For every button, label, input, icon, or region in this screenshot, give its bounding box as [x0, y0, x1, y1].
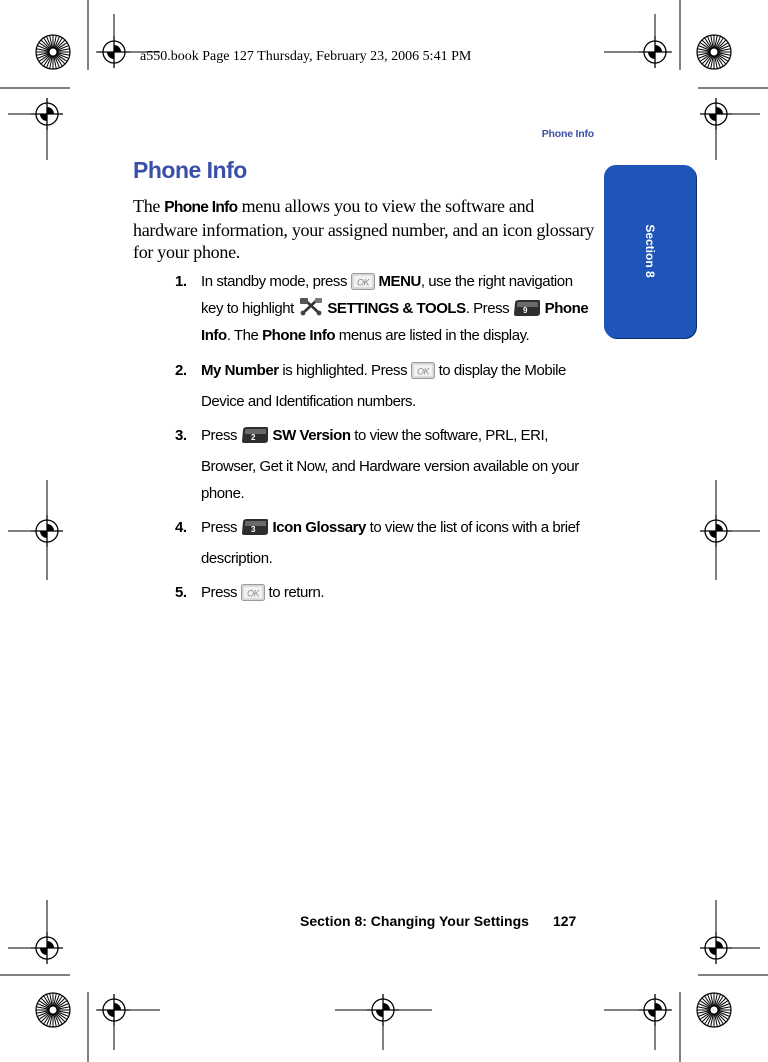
page-title: Phone Info: [133, 157, 247, 183]
step-text: . The: [226, 327, 263, 344]
intro-keyword: Phone Info: [164, 199, 238, 216]
steps-list: [175, 270, 595, 610]
step-text: is highlighted. Press: [278, 362, 411, 379]
key-3-icon: [241, 518, 269, 545]
step-bold: SETTINGS & TOOLS: [327, 300, 466, 317]
intro-pre: The: [133, 196, 165, 216]
step-text: to view the software, PRL, ERI, Browser, Get it Now, and Hardware version available on your phone.: [201, 427, 579, 502]
step-number: 3.: [175, 427, 187, 444]
ok-key-icon: [411, 361, 435, 388]
key-9-icon: [513, 299, 541, 324]
step-text: menus are listed in the display.: [335, 327, 530, 344]
step-bold: MENU: [378, 273, 421, 290]
intro-paragraph: [133, 195, 595, 263]
key-2-icon: [241, 426, 269, 453]
step-number: 5.: [175, 584, 187, 601]
footer-text: Section 8: Changing Your Settings: [300, 913, 529, 929]
tools-icon: [298, 297, 324, 324]
svg-text:2: 2: [250, 433, 255, 442]
step-bold: Icon Glossary: [272, 519, 366, 536]
step-text: In standby mode, press: [201, 273, 351, 290]
section-tab-label: Section 8: [643, 224, 657, 278]
ok-key-icon: [351, 273, 375, 297]
svg-text:OK: OK: [246, 588, 259, 599]
step-2: [175, 357, 595, 415]
print-slug: a550.book Page 127 Thursday, February 23, 2006 5:41 PM: [140, 49, 472, 64]
step-text: , use the right navigation key to highlight: [201, 273, 573, 317]
step-1: [175, 270, 595, 347]
step-text: Press: [201, 427, 241, 444]
svg-text:OK: OK: [416, 366, 429, 377]
step-text: Press: [201, 584, 241, 601]
running-head: Phone Info: [541, 128, 594, 140]
svg-text:OK: OK: [356, 277, 369, 288]
section-tab: [604, 165, 696, 338]
step-bold: Phone Info: [201, 300, 589, 344]
step-text: to return.: [264, 584, 325, 601]
svg-text:3: 3: [250, 525, 255, 534]
step-5: [175, 579, 595, 610]
step-bold: SW Version: [272, 427, 351, 444]
step-number: 2.: [175, 362, 187, 379]
step-number: 4.: [175, 519, 187, 536]
step-text: Press: [201, 519, 241, 536]
step-text: to view the list of icons with a brief description.: [201, 519, 580, 567]
intro-post: menu allows you to view the software and hardware information, your assigned number, and an icon glossary for your phone.: [133, 196, 594, 262]
svg-text:9: 9: [522, 306, 527, 315]
step-text: to display the Mobile Device and Identification numbers.: [201, 362, 566, 410]
step-3: [175, 422, 595, 507]
step-bold: Phone Info: [262, 327, 336, 344]
step-4: [175, 514, 595, 572]
page-footer: [300, 913, 590, 929]
step-text: . Press: [465, 300, 513, 317]
step-number: 1.: [175, 273, 187, 290]
page-number: 127: [552, 913, 577, 929]
step-bold: My Number: [201, 362, 279, 379]
ok-key-icon: [241, 583, 265, 610]
